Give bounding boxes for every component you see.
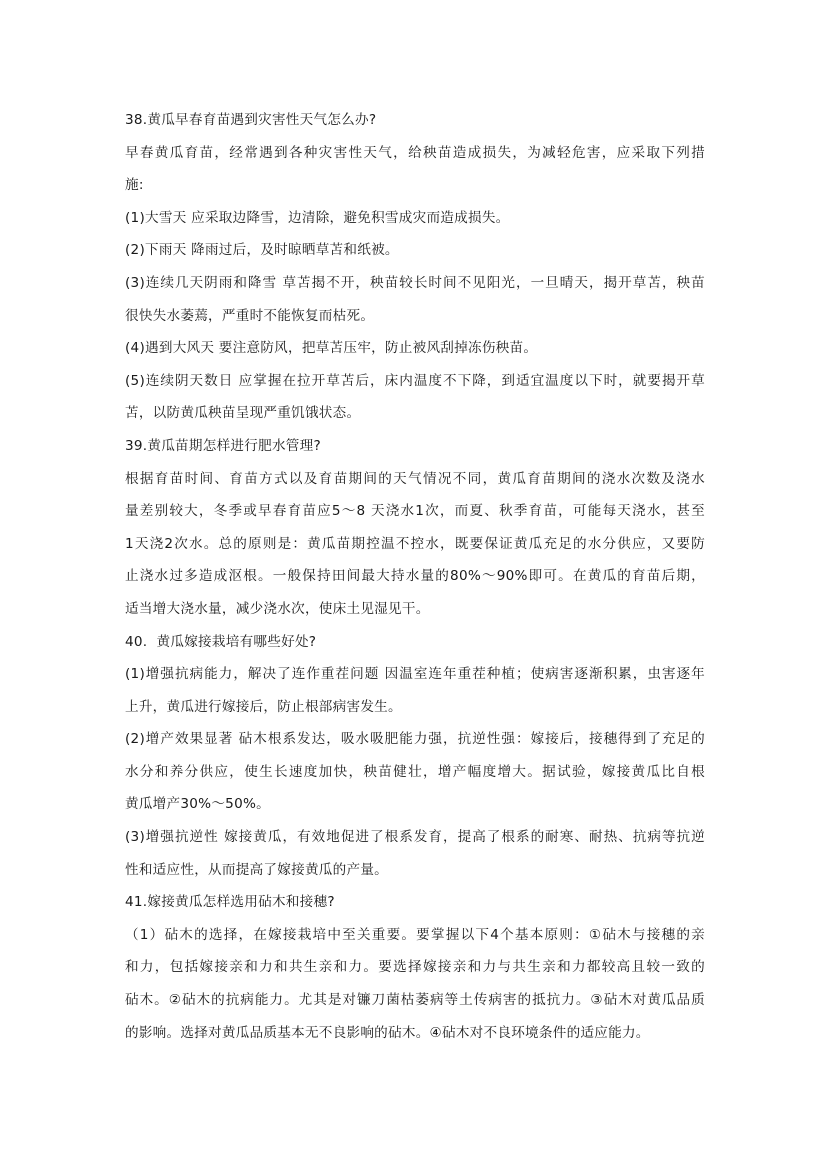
paragraph-line: (2)增产效果显著 砧木根系发达，吸水吸肥能力强，抗逆性强：嫁接后，接穗得到了充足的 <box>125 731 705 748</box>
paragraph-line: 1天浇2次水。总的原则是：黄瓜苗期控温不控水，既要保证黄瓜充足的水分供应，又要防 <box>125 535 705 552</box>
paragraph-line: 苫，以防黄瓜秧苗呈现严重饥饿状态。 <box>125 405 361 422</box>
question-heading: 38.黄瓜早春育苗遇到灾害性天气怎么办? <box>125 112 377 128</box>
paragraph-line: (3)增强抗逆性 嫁接黄瓜，有效地促进了根系发育，提高了根系的耐寒、耐热、抗病等抗逆 <box>125 829 705 846</box>
question-heading: 39.黄瓜苗期怎样进行肥水管理? <box>125 437 321 454</box>
paragraph-line: 砧木。②砧木的抗病能力。尤其是对镰刀菌枯萎病等土传病害的抵抗力。③砧木对黄瓜品质 <box>125 992 705 1009</box>
paragraph-line: 黄瓜增产30%～50%。 <box>125 796 270 813</box>
paragraph-line: 早春黄瓜育苗，经常遇到各种灾害性天气，给秧苗造成损失，为减轻危害，应采取下列措 <box>125 144 705 161</box>
document-body <box>125 104 705 1049</box>
paragraph-line: 的影响。选择对黄瓜品质基本无不良影响的砧木。④砧木对不良环境条件的适应能力。 <box>125 1024 650 1041</box>
paragraph-line: (1)增强抗病能力，解决了连作重茬问题 因温室连年重茬种植；使病害逐渐积累，虫害逐年 <box>125 666 705 683</box>
paragraph-line: 根据育苗时间、育苗方式以及育苗期间的天气情况不同，黄瓜育苗期间的浇水次数及浇水 <box>125 470 705 487</box>
paragraph-line: 止浇水过多造成沤根。一般保持田间最大持水量的80%～90%即可。在黄瓜的育苗后期， <box>125 568 705 585</box>
paragraph-line: (3)连续几天阴雨和降雪 草苫揭不开，秧苗较长时间不见阳光，一旦晴天，揭开草苫，秧苗 <box>125 274 705 291</box>
paragraph-line: （1）砧木的选择，在嫁接栽培中至关重要。要掌握以下4个基本原则：①砧木与接穗的亲 <box>125 926 705 943</box>
paragraph-line: 性和适应性，从而提高了嫁接黄瓜的产量。 <box>125 861 389 878</box>
paragraph-line: 施: <box>125 177 144 194</box>
paragraph-line: (2)下雨天 降雨过后，及时晾晒草苫和纸被。 <box>125 242 399 259</box>
paragraph-line: 和力，包括嫁接亲和力和共生亲和力。要选择嫁接亲和力与共生亲和力都较高且较一致的 <box>125 959 705 976</box>
question-heading: 40. 黄瓜嫁接栽培有哪些好处? <box>125 633 317 650</box>
question-heading: 41.嫁接黄瓜怎样选用砧木和接穗? <box>125 894 335 911</box>
paragraph-line: (5)连续阴天数日 应掌握在拉开草苫后，床内温度不下降，到适宜温度以下时，就要揭开草 <box>125 372 705 389</box>
paragraph-line: 水分和养分供应，使生长速度加快，秧苗健壮，增产幅度增大。据试验，嫁接黄瓜比自根 <box>125 763 705 780</box>
paragraph-line: 很快失水萎蔫，严重时不能恢复而枯死。 <box>125 307 375 324</box>
paragraph-line: 上升，黄瓜进行嫁接后，防止根部病害发生。 <box>125 698 402 715</box>
paragraph-line: 量差别较大，冬季或早春育苗应5～8 天浇水1次，而夏、秋季育苗，可能每天浇水，甚至 <box>125 503 705 520</box>
paragraph-line: (1)大雪天 应采取边降雪，边清除，避免积雪成灾而造成损失。 <box>125 209 510 226</box>
paragraph-line: 适当增大浇水量，减少浇水次，使床土见湿见干。 <box>125 600 430 617</box>
paragraph-line: (4)遇到大风天 要注意防风，把草苫压牢，防止被风刮掉冻伤秧苗。 <box>125 340 538 357</box>
